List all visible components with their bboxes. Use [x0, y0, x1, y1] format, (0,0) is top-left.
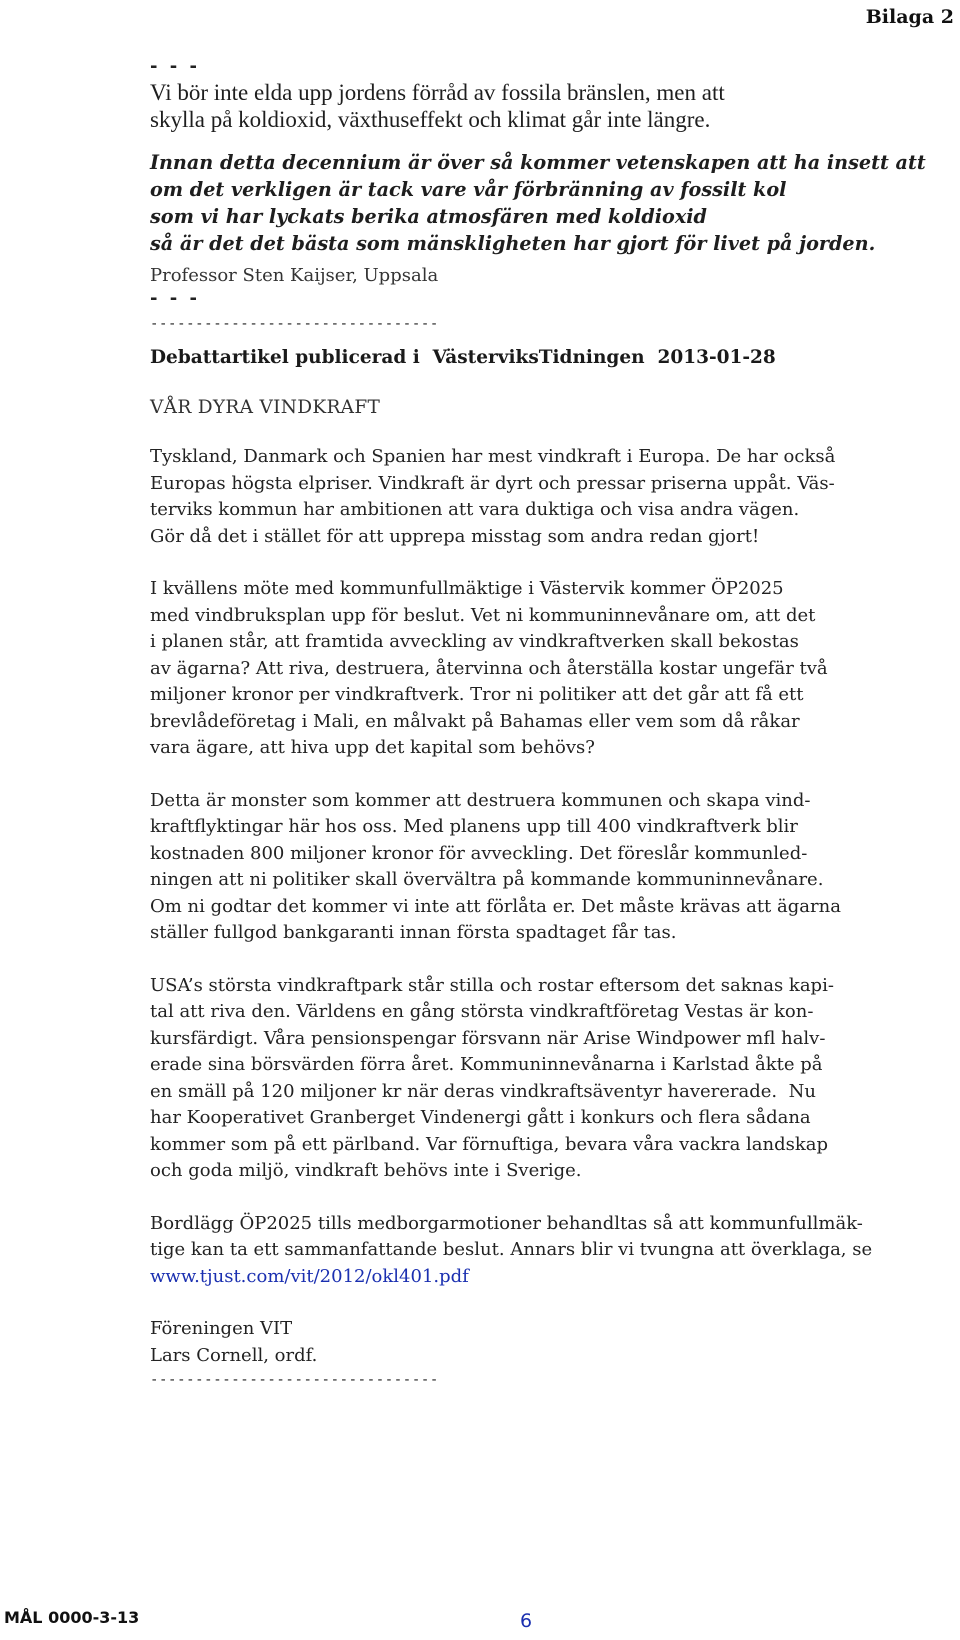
separator-top: --------------------------------: [150, 316, 439, 332]
article-paragraph: Detta är monster som kommer att destruera kommunen och skapa vind- kraftflyktingar här hos oss. Med planens upp till 400 vindkraftverk blir kostnaden 800 miljoner kronor för avveckling. Det föreslår kommunled- ningen att ni politiker skall övervältra på kommande kommuninnevånare. Om ni godtar det kommer vi inte att förlåta er. Det måste krävas att ägarna ställer fullgod bankgaranti innan första spadtaget får tas.: [150, 789, 841, 943]
document-body: [150, 55, 960, 1390]
quote-italic-text: Innan detta decennium är över så kommer vetenskapen att ha insett att om det verkligen är tack vare vår förbränning av fossilt kol som vi har lyckats berika atmosfären med koldioxid så är det det bästa som mänskligheten har gjort för livet på jorden.: [150, 151, 926, 255]
article-headline: Debattartikel publicerad i VästerviksTidningen 2013-01-28: [150, 347, 776, 368]
article-paragraph: Tyskland, Danmark och Spanien har mest vindkraft i Europa. De har också Europas högsta elpriser. Vindkraft är dyrt och pressar priserna uppåt. Väs- terviks kommun har ambitionen att vara duktiga och visa andra vägen. Gör då det i stället för att upprepa misstag som andra redan gjort!: [150, 446, 836, 547]
quote-marker-bottom: - - -: [150, 288, 200, 309]
article-paragraph: USA’s största vindkraftpark står stilla och rostar eftersom det saknas kapi- tal att riva den. Världens en gång största vindkraftföretag Vestas är kon- kursfärdigt. Våra pensionspengar försvann när Arise Windpower mfl halv- erade sina börsvärden förra året. Kommuninnevånarna i Karlstad åkte på en smäll på 120 miljoner kr när deras vindkraftsäventyr havererade. Nu har Kooperativet Granberget Vindenergi gått i konkurs och flera sådana kommer som på ett pärlband. Var förnuftiga, bevara våra vackra landskap och goda miljö, vindkraft behövs inte i Sverige.: [150, 974, 834, 1181]
appeal-link[interactable]: www.tjust.com/vit/2012/okl401.pdf: [150, 1265, 469, 1287]
article-title: VÅR DYRA VINDKRAFT: [150, 397, 381, 418]
article-paragraph: I kvällens möte med kommunfullmäktige i Västervik kommer ÖP2025 med vindbruksplan upp för beslut. Vet ni kommuninnevånare om, att det i planen står, att framtida avveckling av vindkraftverken skall bekostas av ägarna? Att riva, destruera, återvinna och återställa kostar ungefär två miljoner kronor per vindkraftverk. Tror ni politiker att det går att få ett brevlådeföretag i Mali, en målvakt på Bahamas eller vem som då råkar vara ägare, att hiva upp det kapital som behövs?: [150, 578, 828, 758]
article-paragraph: Bordlägg ÖP2025 tills medborgarmotioner behandltas så att kommunfullmäk- tige kan ta ett sammanfattande beslut. Annars blir vi tvungna att överklaga, se: [150, 1212, 873, 1260]
quote-marker-top: - - -: [150, 56, 200, 77]
signature: Föreningen VIT Lars Cornell, ordf.: [150, 1318, 318, 1366]
document-code: MÅL 0000-3-13: [4, 1608, 140, 1627]
separator-bottom: --------------------------------: [150, 1372, 439, 1388]
quote-plain-text: Vi bör inte elda upp jordens förråd av fossila bränslen, men att skylla på koldioxid, växthuseffekt och klimat går inte längre.: [150, 80, 725, 132]
quote-author: Professor Sten Kaijser, Uppsala: [150, 265, 439, 286]
page-number: 6: [520, 1610, 533, 1632]
page-label: Bilaga 2: [865, 6, 954, 28]
